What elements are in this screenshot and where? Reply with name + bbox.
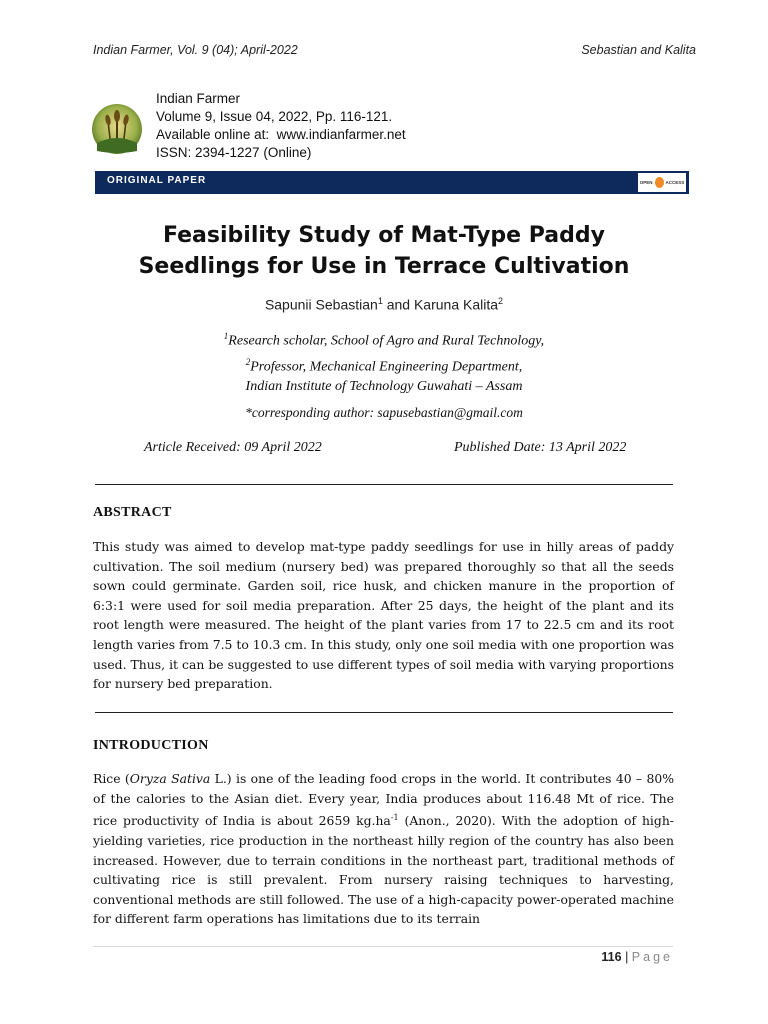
introduction-body <box>93 769 674 929</box>
introduction-text <box>93 769 674 929</box>
affiliation-2-sup: 2 <box>245 356 251 367</box>
abstract-text: This study was aimed to develop mat-type paddy seedlings for use in hilly areas of paddy cultivation. The soil medium (nursery bed) was prepared thoroughly so that all the seeds sown could germinate. Garden soil, rice husk, and chicken manure in the proportion of 6:3:1 were used for soil media preparation. After 25 days, the height of the plant and its root length were measured. The height of the plant varies from 17 to 22.5 cm and its root length varies from 7.5 to 10.3 cm. In this study, only one soil media with one proportion was used. Thus, it can be suggested to use different types of soil media with varying proportions for nursery bed preparation. <box>93 539 674 692</box>
intro-part-2: L.) is one of the leading food crops in the world. It contributes 40 – 80% of the calories to the Asian diet. Every year, India produces about 116.48 Mt of rice. The rice productivity of India is about 2659 kg.ha <box>93 771 675 829</box>
article-type-banner <box>95 171 689 194</box>
abstract-body <box>93 537 674 694</box>
paper-title <box>0 220 768 282</box>
affiliation-2 <box>0 352 768 378</box>
page-footer <box>601 950 673 964</box>
open-access-lock-icon <box>655 177 664 188</box>
affiliation-1-text: Research scholar, School of Agro and Rural Technology, <box>228 333 545 349</box>
intro-part-1: Rice ( <box>93 771 130 786</box>
affiliation-1-sup: 1 <box>223 331 229 341</box>
affiliation-2-text: Professor, Mechanical Engineering Department, <box>250 359 523 375</box>
article-type-label: ORIGINAL PAPER <box>107 175 207 186</box>
divider-top <box>95 484 673 485</box>
abstract-heading: ABSTRACT <box>93 505 172 520</box>
divider-bottom <box>95 712 673 713</box>
affiliation-3: Indian Institute of Technology Guwahati – Assam <box>245 379 523 395</box>
affiliations <box>0 326 768 397</box>
corresponding-author: *corresponding author: sapusebastian@gmail.com <box>245 405 523 420</box>
intro-part-3: (Anon., 2020). With the adoption of high-yielding varieties, rice production in the northeast hilly region of the country has also been increased. However, due to terrain conditions in the northeast part, traditional methods of cultivating rice is still prevalent. From nursery raising techniques to harvesting, conventional methods are still followed. The use of a high-capacity power-operated machine for different farm operations has limitations due to its terrain <box>93 813 674 927</box>
author-2-sup: 2 <box>498 296 504 306</box>
running-head-left <box>93 43 298 57</box>
running-head-journal: Indian Farmer <box>93 43 171 57</box>
running-head-right: Sebastian and Kalita <box>581 43 696 57</box>
journal-online <box>156 126 406 144</box>
journal-url-link[interactable]: www.indianfarmer.net <box>276 127 406 142</box>
page-separator: | <box>621 950 632 964</box>
journal-volume: Volume 9, Issue 04, 2022, Pp. 116-121. <box>156 109 393 124</box>
author-joiner: and <box>382 296 414 313</box>
running-head-issue: , Vol. 9 (04); April-2022 <box>170 43 298 57</box>
open-access-badge <box>638 173 686 192</box>
open-access-access: ACCESS <box>665 180 685 185</box>
paper-title-line2: Seedlings for Use in Terrace Cultivation <box>138 254 630 279</box>
author-1-sup: 1 <box>377 296 383 306</box>
journal-name: Indian Farmer <box>156 91 241 106</box>
journal-logo-icon <box>91 103 143 155</box>
introduction-heading: INTRODUCTION <box>93 738 209 753</box>
footer-divider <box>93 946 673 947</box>
author-1: Sapunii Sebastian <box>264 296 378 313</box>
paper-title-line1: Feasibility Study of Mat-Type Paddy <box>163 223 605 248</box>
open-access-open: OPEN <box>639 180 653 185</box>
affiliation-1 <box>0 326 768 352</box>
page-label: Page <box>631 950 673 964</box>
online-label: Available online at: <box>156 127 270 142</box>
author-list <box>0 296 768 313</box>
author-2: Karuna Kalita <box>413 296 499 313</box>
intro-unit-sup: -1 <box>390 813 399 823</box>
journal-info <box>156 90 406 162</box>
intro-species: Oryza Sativa <box>129 771 211 786</box>
page-number: 116 <box>601 950 622 964</box>
received-date: Article Received: 09 April 2022 <box>144 440 322 455</box>
published-date: Published Date: 13 April 2022 <box>454 440 627 455</box>
journal-issn: ISSN: 2394-1227 (Online) <box>156 145 312 160</box>
